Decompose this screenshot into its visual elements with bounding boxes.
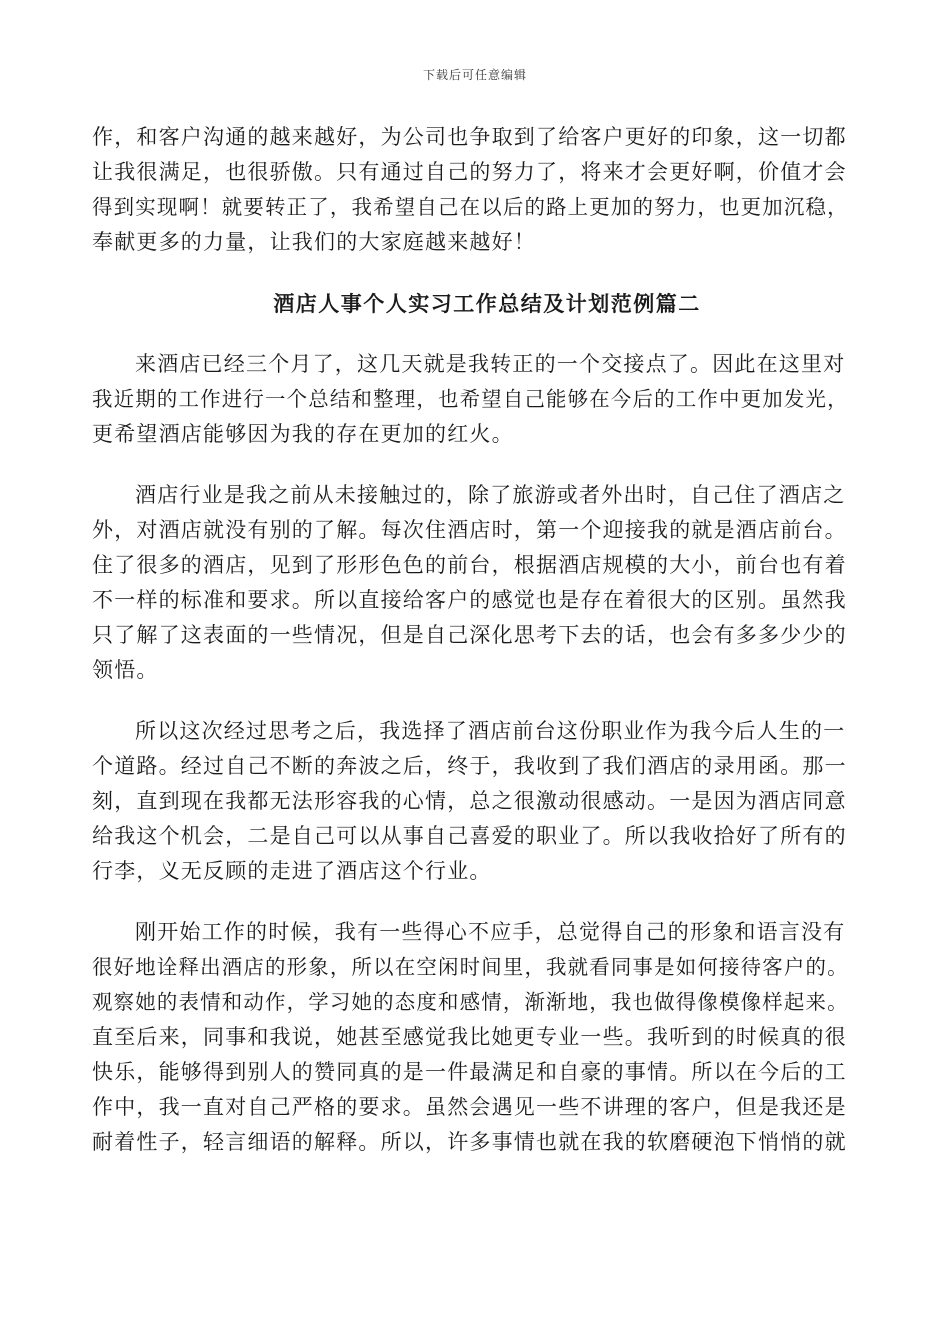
text-line: 让我很满足，也很骄傲。只有通过自己的努力了，将来才会更好啊，价值才会 (92, 160, 847, 184)
spacer (92, 889, 852, 915)
text-line: 刻，直到现在我都无法形容我的心情，总之很激动很感动。一是因为酒店同意 (92, 789, 847, 813)
spacer (92, 688, 852, 714)
text-line: 外，对酒店就没有别的了解。每次住酒店时，第一个迎接我的就是酒店前台。 (92, 518, 847, 542)
text-line: 住了很多的酒店，见到了形形色色的前台，根据酒店规模的大小，前台也有着 (92, 553, 847, 577)
text-line: 得到实现啊！就要转正了，我希望自己在以后的路上更加的努力，也更加沉稳， (92, 195, 849, 219)
text-line: 来酒店已经三个月了，这几天就是我转正的一个交接点了。因此在这里对 (135, 352, 846, 376)
spacer (92, 452, 852, 478)
text-line: 我近期的工作进行一个总结和整理，也希望自己能够在今后的工作中更加发光， (92, 387, 849, 411)
body-paragraph-2 (92, 478, 852, 688)
text-line: 快乐，能够得到别人的赞同真的是一件最满足和自豪的事情。所以在今后的工 (92, 1060, 847, 1084)
text-line: 奉献更多的力量，让我们的大家庭越来越好！ (92, 230, 536, 254)
text-line: 更希望酒店能够因为我的存在更加的红火。 (92, 422, 514, 446)
body-paragraph-4 (92, 915, 852, 1160)
spacer (92, 321, 852, 347)
text-line: 酒店行业是我之前从未接触过的，除了旅游或者外出时，自己住了酒店之 (135, 483, 846, 507)
text-line: 直至后来，同事和我说，她甚至感觉我比她更专业一些。我听到的时候真的很 (92, 1025, 847, 1049)
text-line: 所以这次经过思考之后，我选择了酒店前台这份职业作为我今后人生的一 (135, 719, 846, 743)
body-paragraph-3 (92, 714, 852, 889)
intro-paragraph (92, 120, 852, 260)
page-header: 下载后可任意编辑 (422, 68, 527, 82)
text-line: 个道路。经过自己不断的奔波之后，终于，我收到了我们酒店的录用函。那一 (92, 754, 847, 778)
text-line: 领悟。 (92, 658, 159, 682)
text-line: 观察她的表情和动作，学习她的态度和感情，渐渐地，我也做得像模像样起来。 (92, 990, 849, 1014)
spacer (92, 260, 852, 286)
text-line: 只了解了这表面的一些情况，但是自己深化思考下去的话，也会有多多少少的 (92, 623, 847, 647)
text-line: 行李，义无反顾的走进了酒店这个行业。 (92, 859, 492, 883)
text-line: 给我这个机会，二是自己可以从事自己喜爱的职业了。所以我收拾好了所有的 (92, 824, 847, 848)
text-line: 刚开始工作的时候，我有一些得心不应手，总觉得自己的形象和语言没有 (135, 920, 846, 944)
text-line: 不一样的标准和要求。所以直接给客户的感觉也是存在着很大的区别。虽然我 (92, 588, 847, 612)
text-line: 耐着性子，轻言细语的解释。所以，许多事情也就在我的软磨硬泡下悄悄的就 (92, 1130, 847, 1154)
body-paragraph-1 (92, 347, 852, 452)
section-title: 酒店人事个人实习工作总结及计划范例篇二 (273, 291, 701, 316)
document-body (92, 120, 852, 1160)
text-line: 很好地诠释出酒店的形象，所以在空闲时间里，我就看同事是如何接待客户的。 (92, 955, 849, 979)
text-line: 作中，我一直对自己严格的要求。虽然会遇见一些不讲理的客户，但是我还是 (92, 1095, 847, 1119)
text-line: 作，和客户沟通的越来越好，为公司也争取到了给客户更好的印象，这一切都 (92, 125, 847, 149)
